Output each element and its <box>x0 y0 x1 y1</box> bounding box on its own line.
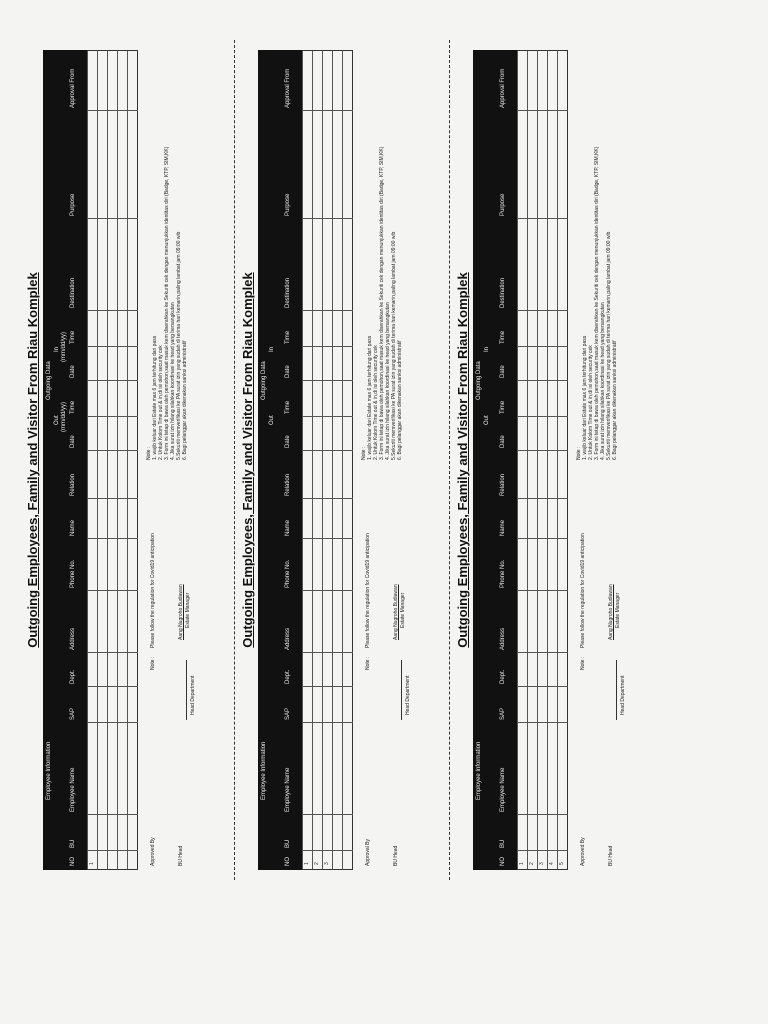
notes-list <box>576 147 618 460</box>
table-cell[interactable] <box>343 722 353 815</box>
table-cell[interactable] <box>343 380 353 417</box>
outgoing-data-group-label: Outgoing Data <box>261 361 267 400</box>
note-text: Please follow the regulation for Covid19 anticipation <box>580 533 586 648</box>
column-header-purpose: Purpose <box>285 193 291 216</box>
in-label: In <box>269 346 275 352</box>
column-header-in-time: Time <box>285 330 291 344</box>
column-header-out-date: Date <box>70 435 76 448</box>
note-label: Note : <box>365 656 371 670</box>
table-cell[interactable] <box>343 498 353 539</box>
row-number: 5 <box>559 862 565 865</box>
column-header-approval-from: Approval From <box>70 68 76 108</box>
form-table-body <box>302 50 353 870</box>
column-header-out-time: Time <box>70 400 76 414</box>
form-title: Outgoing Employees, Family and Visitor From Riau Komplek <box>25 272 40 648</box>
table-row <box>117 51 127 869</box>
approved-by-label: Approved By <box>150 837 156 866</box>
outgoing-form <box>25 50 235 870</box>
outgoing-data-group-label: Outgoing Data <box>46 361 52 400</box>
table-row <box>517 51 527 869</box>
note-label: Note : <box>150 656 156 670</box>
note-item: 5.Sekuriti memverifikasi ke PA surat izin yang sudah di terima hari kemarin,paling lambat jam 09:00 wib <box>391 231 397 460</box>
table-cell[interactable] <box>343 590 353 653</box>
table-cell[interactable] <box>128 722 138 815</box>
column-header-employee-name: Employee Name <box>500 767 506 812</box>
table-row <box>97 51 107 869</box>
row-number: 3 <box>324 862 330 865</box>
outgoing-data-group-label: Outgoing Data <box>476 361 482 400</box>
column-header-employee-name: Employee Name <box>285 767 291 812</box>
notes-list <box>361 147 403 460</box>
signer-title: Estate Manager <box>615 592 621 628</box>
note-item: 4. Jika surat izin hilang silahkan koordinasi ke head yang bersangkutan <box>385 302 391 460</box>
row-number: 2 <box>529 862 535 865</box>
table-cell[interactable] <box>128 652 138 687</box>
table-cell[interactable] <box>128 346 138 381</box>
table-cell[interactable] <box>128 48 138 111</box>
cut-line <box>449 40 450 880</box>
table-row <box>557 51 567 869</box>
employee-information-group-label: Employee Information <box>46 741 52 800</box>
column-header-out-date: Date <box>285 435 291 448</box>
rotated-forms-container <box>25 50 655 870</box>
column-header-approval-from: Approval From <box>500 68 506 108</box>
note-item: 5.Sekuriti memverifikasi ke PA surat izin yang sudah di terima hari kemarin,paling lambat jam 09:00 wib <box>606 231 612 460</box>
in-label: In <box>484 346 490 352</box>
note-item: 6. Bagi pelanggar akan dikenakan sanksi administratif <box>612 340 618 460</box>
column-header-out-time: Time <box>285 400 291 414</box>
table-cell[interactable] <box>558 450 568 499</box>
table-cell[interactable] <box>343 218 353 311</box>
bu-head-label: BU Head <box>393 845 399 866</box>
column-header-name: Name <box>500 519 506 536</box>
note-item: 4. Jika surat izin hilang silahkan koordinasi ke head yang bersangkutan <box>600 302 606 460</box>
approved-by-label: Approved By <box>580 837 586 866</box>
bu-head-label: BU Head <box>608 845 614 866</box>
notes-title: Note : <box>361 446 367 460</box>
column-header-bu: BU <box>285 839 291 848</box>
column-header-phone: Phone No. <box>70 559 76 588</box>
form-table-body <box>87 50 138 870</box>
table-cell[interactable] <box>343 814 353 851</box>
column-header-destination: Destination <box>285 277 291 308</box>
table-cell[interactable] <box>558 218 568 311</box>
table-cell[interactable] <box>128 218 138 311</box>
table-cell[interactable] <box>128 110 138 219</box>
head-department-label: Head Department <box>620 675 626 715</box>
form-table-body <box>517 50 568 870</box>
note-item: 4. Jika surat izin hilang silahkan koordinasi ke head yang bersangkutan <box>170 302 176 460</box>
column-header-bu: BU <box>500 839 506 848</box>
table-cell[interactable] <box>128 416 138 451</box>
row-number: 1 <box>519 862 525 865</box>
column-header-relation: Relation <box>500 473 506 496</box>
table-cell[interactable] <box>558 498 568 539</box>
out-label: Out <box>484 415 490 425</box>
column-header-sap: SAP <box>500 707 506 720</box>
column-header-in-date: Date <box>285 365 291 378</box>
column-header-destination: Destination <box>500 277 506 308</box>
column-header-in-date: Date <box>70 365 76 378</box>
column-header-dept: Dept. <box>500 669 506 684</box>
note-item: 1. wajib keluar dari Estate max 6 jam terhitung dari pass <box>367 335 373 460</box>
table-cell[interactable] <box>343 110 353 219</box>
table-cell[interactable] <box>343 346 353 381</box>
cut-line <box>234 40 235 880</box>
outgoing-form <box>240 50 450 870</box>
table-cell[interactable] <box>128 538 138 591</box>
note-item: 2. Untuk Kolom Time out & in,di isi oleh security cek <box>588 345 594 460</box>
table-row <box>107 51 117 869</box>
notes-title: Note : <box>146 446 152 460</box>
column-header-sap: SAP <box>70 707 76 720</box>
table-row <box>537 51 547 869</box>
note-item: 1. wajib keluar dari Estate max 6 jam terhitung dari pass <box>582 335 588 460</box>
column-header-purpose: Purpose <box>70 193 76 216</box>
in-label: In <box>54 346 60 352</box>
table-cell[interactable] <box>128 310 138 347</box>
column-header-relation: Relation <box>285 473 291 496</box>
table-header <box>43 50 87 870</box>
note-item: 5.Sekuriti memverifikasi ke PA surat izin yang sudah di terima hari kemarin,paling lambat jam 09:00 wib <box>176 231 182 460</box>
signature-line <box>616 660 617 720</box>
table-cell[interactable] <box>558 590 568 653</box>
table-cell[interactable] <box>128 380 138 417</box>
employee-information-group-label: Employee Information <box>261 741 267 800</box>
column-header-no: NO <box>500 857 506 866</box>
column-header-out-date: Date <box>500 435 506 448</box>
notes-title: Note : <box>576 446 582 460</box>
note-item: 3. Form ini tetap di bawa oleh pemohon,saat masuk kem diserahkan ke Sekuriti cek dengan menunjukkan identitas diri (Badge, KTP, SIM,KK) <box>594 146 600 460</box>
table-row <box>322 51 332 869</box>
table-row <box>547 51 557 869</box>
form-title: Outgoing Employees, Family and Visitor From Riau Komplek <box>455 272 470 648</box>
table-cell[interactable] <box>558 416 568 451</box>
table-row <box>332 51 342 869</box>
note-item: 6. Bagi pelanggar akan dikenakan sanksi administratif <box>182 340 188 460</box>
column-header-in-date: Date <box>500 365 506 378</box>
out-label: Out <box>54 415 60 425</box>
column-header-out-time: Time <box>500 400 506 414</box>
row-number: 1 <box>304 862 310 865</box>
table-cell[interactable] <box>343 538 353 591</box>
employee-information-group-label: Employee Information <box>476 741 482 800</box>
table-cell[interactable] <box>128 498 138 539</box>
column-header-in-time: Time <box>70 330 76 344</box>
approved-by-label: Approval By <box>365 839 371 866</box>
signature-line <box>186 660 187 720</box>
note-label: Note : <box>580 656 586 670</box>
table-header <box>258 50 302 870</box>
signer-name: Aang Nugroho Budiawan <box>608 584 614 640</box>
note-item: 6. Bagi pelanggar akan dikenakan sanksi administratif <box>397 340 403 460</box>
table-row <box>312 51 322 869</box>
note-text: Please follow the regulation for Covid19 anticipation <box>150 533 156 648</box>
table-cell[interactable] <box>343 450 353 499</box>
table-row <box>127 51 137 869</box>
row-number: 1 <box>89 862 95 865</box>
row-number: 4 <box>549 862 555 865</box>
column-header-relation: Relation <box>70 473 76 496</box>
note-item: 1. wajib keluar dari Estate max 6 jam terhitung dari pass <box>152 335 158 460</box>
table-cell[interactable] <box>343 48 353 111</box>
column-header-purpose: Purpose <box>500 193 506 216</box>
out-format-label: (mm/dd/yy) <box>61 402 67 432</box>
table-cell[interactable] <box>343 652 353 687</box>
table-cell[interactable] <box>343 686 353 723</box>
head-department-label: Head Department <box>405 675 411 715</box>
out-label: Out <box>269 415 275 425</box>
note-item: 2. Untuk Kolom Time out & in,di isi oleh security cek <box>158 345 164 460</box>
table-cell[interactable] <box>558 722 568 815</box>
table-cell[interactable] <box>128 450 138 499</box>
signer-title: Estate Manager <box>400 592 406 628</box>
column-header-employee-name: Employee Name <box>70 767 76 812</box>
column-header-address: Address <box>500 627 506 650</box>
table-cell[interactable] <box>558 310 568 347</box>
column-header-address: Address <box>285 627 291 650</box>
row-number: 3 <box>539 862 545 865</box>
column-header-dept: Dept. <box>70 669 76 684</box>
column-header-name: Name <box>285 519 291 536</box>
note-item: 3. Form ini tetap di bawa oleh pemohon,saat masuk kem diserahkan ke Sekuriti cek dengan menunjukkan identitas diri (Badge, KTP, SIM,KK) <box>164 146 170 460</box>
table-cell[interactable] <box>558 346 568 381</box>
signer-name: Aang Nugroho Budiawan <box>178 584 184 640</box>
table-cell[interactable] <box>128 814 138 851</box>
table-cell[interactable] <box>558 686 568 723</box>
column-header-sap: SAP <box>285 707 291 720</box>
note-text: Please follow the regulation for Covid19 anticipation <box>365 533 371 648</box>
column-header-address: Address <box>70 627 76 650</box>
table-cell[interactable] <box>343 310 353 347</box>
column-header-approval-from: Approval From <box>285 68 291 108</box>
head-department-label: Head Department <box>190 675 196 715</box>
signer-title: Estate Manager <box>185 592 191 628</box>
note-item: 3. Form ini tetap di bawa oleh pemohon,saat masuk kem diserahkan ke Sekuriti cek dengan menunjukkan identitas diri (Badge, KTP, SIM,KK) <box>379 146 385 460</box>
column-header-destination: Destination <box>70 277 76 308</box>
note-item: 2. Untuk Kolom Time out & in,di isi oleh security cek <box>373 345 379 460</box>
table-row <box>342 51 352 869</box>
table-row <box>87 51 97 869</box>
in-format-label: (mm/dd/yy) <box>61 332 67 362</box>
table-cell[interactable] <box>558 652 568 687</box>
table-cell[interactable] <box>558 538 568 591</box>
table-cell[interactable] <box>128 590 138 653</box>
signature-line <box>401 660 402 720</box>
column-header-no: NO <box>70 857 76 866</box>
notes-list <box>146 147 188 460</box>
column-header-dept: Dept. <box>285 669 291 684</box>
form-title: Outgoing Employees, Family and Visitor From Riau Komplek <box>240 272 255 648</box>
table-cell[interactable] <box>558 48 568 111</box>
table-cell[interactable] <box>343 416 353 451</box>
table-cell[interactable] <box>558 814 568 851</box>
signer-name: Aang Nugroho Budiawan <box>393 584 399 640</box>
bu-head-label: BU Head <box>178 845 184 866</box>
column-header-bu: BU <box>70 839 76 848</box>
column-header-no: NO <box>285 857 291 866</box>
row-number: 2 <box>314 862 320 865</box>
column-header-name: Name <box>70 519 76 536</box>
outgoing-form <box>455 50 665 870</box>
table-cell[interactable] <box>128 686 138 723</box>
table-cell[interactable] <box>558 380 568 417</box>
table-row <box>527 51 537 869</box>
table-cell[interactable] <box>558 110 568 219</box>
table-row <box>302 51 312 869</box>
column-header-phone: Phone No. <box>500 559 506 588</box>
column-header-phone: Phone No. <box>285 559 291 588</box>
column-header-in-time: Time <box>500 330 506 344</box>
table-header <box>473 50 517 870</box>
